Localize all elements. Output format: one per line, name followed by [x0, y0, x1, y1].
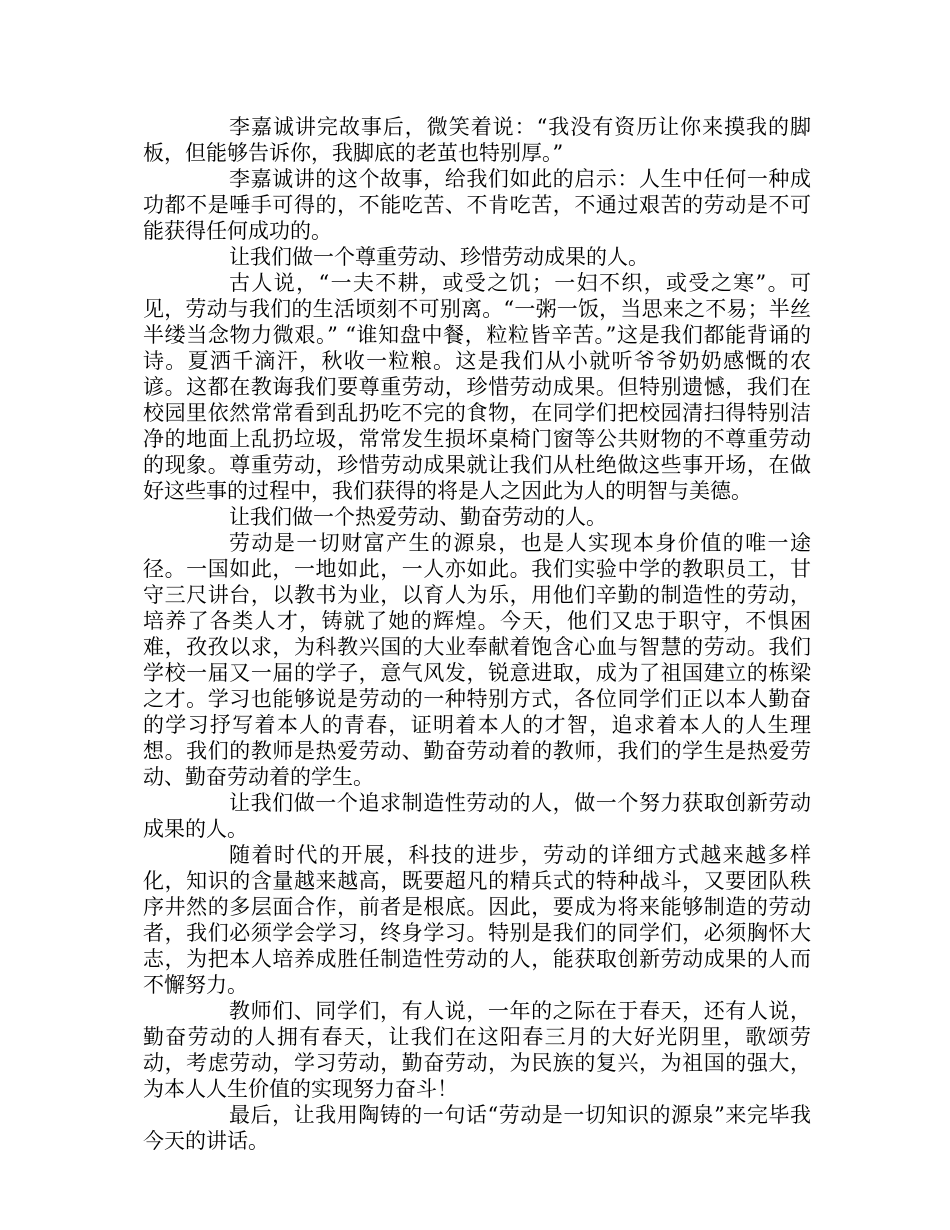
paragraph-1: 李嘉诚讲完故事后，微笑着说：“我没有资历让你来摸我的脚板，但能够告诉你，我脚底的老茧也特别厚。” — [143, 115, 811, 165]
document-page — [143, 114, 811, 1154]
paragraph-4: 古人说，“一夫不耕，或受之饥；一妇不织，或受之寒”。可见，劳动与我们的生活顷刻不可别离。“一粥一饭，当思来之不易；半丝半缕当念物力微艰。” “谁知盘中餐，粒粒皆辛苦。”这是我们都能背诵的诗。夏洒千滴汗，秋收一粒粮。这是我们从小就听爷爷奶奶感慨的农谚。这都在教诲我们要尊重劳动，珍惜劳动成果。但特别遗憾，我们在校园里依然常常看到乱扔吃不完的食物，在同学们把校园清扫得特别洁净的地面上乱扔垃圾，常常发生损坏桌椅门窗等公共财物的不尊重劳动的现象。尊重劳动，珍惜劳动成果就让我们从杜绝做这些事开场，在做好这些事的过程中，我们获得的将是人之因此为人的明智与美德。 — [143, 271, 811, 503]
paragraph-10: 最后，让我用陶铸的一句话“劳动是一切知识的源泉”来完毕我今天的讲话。 — [143, 1103, 811, 1153]
paragraph-6: 劳动是一切财富产生的源泉，也是人实现本身价值的唯一途径。一国如此，一地如此，一人亦如此。我们实验中学的教职员工，甘守三尺讲台，以教书为业，以育人为乐，用他们辛勤的制造性的劳动，培养了各类人才，铸就了她的辉煌。今天，他们又忠于职守，不惧困难，孜孜以求，为科教兴国的大业奉献着饱含心血与智慧的劳动。我们学校一届又一届的学子，意气风发，锐意进取，成为了祖国建立的栋梁之才。学习也能够说是劳动的一种特别方式，各位同学们正以本人勤奋的学习抒写着本人的青春，证明着本人的才智，追求着本人的人生理想。我们的教师是热爱劳动、勤奋劳动着的教师，我们的学生是热爱劳动、勤奋劳动着的学生。 — [143, 531, 811, 789]
paragraph-8: 随着时代的开展，科技的进步，劳动的详细方式越来越多样化，知识的含量越来越高，既要超凡的精兵式的特种战斗，又要团队秩序井然的多层面合作，前者是根底。因此，要成为将来能够制造的劳动者，我们必须学会学习，终身学习。特别是我们的同学们，必须胸怀大志，为把本人培养成胜任制造性劳动的人，能获取创新劳动成果的人而不懈努力。 — [143, 843, 811, 997]
paragraph-2: 李嘉诚讲的这个故事，给我们如此的启示：人生中任何一种成功都不是唾手可得的，不能吃苦、不肯吃苦，不通过艰苦的劳动是不可能获得任何成功的。 — [143, 167, 811, 243]
paragraph-5: 让我们做一个热爱劳动、勤奋劳动的人。 — [229, 505, 607, 529]
paragraph-3: 让我们做一个尊重劳动、珍惜劳动成果的人。 — [229, 245, 649, 269]
paragraph-9: 教师们、同学们，有人说，一年的之际在于春天，还有人说，勤奋劳动的人拥有春天，让我们在这阳春三月的大好光阴里，歌颂劳动，考虑劳动，学习劳动，勤奋劳动，为民族的复兴，为祖国的强大，为本人人生价值的实现努力奋斗！ — [143, 999, 811, 1101]
paragraph-7: 让我们做一个追求制造性劳动的人，做一个努力获取创新劳动成果的人。 — [143, 791, 811, 841]
